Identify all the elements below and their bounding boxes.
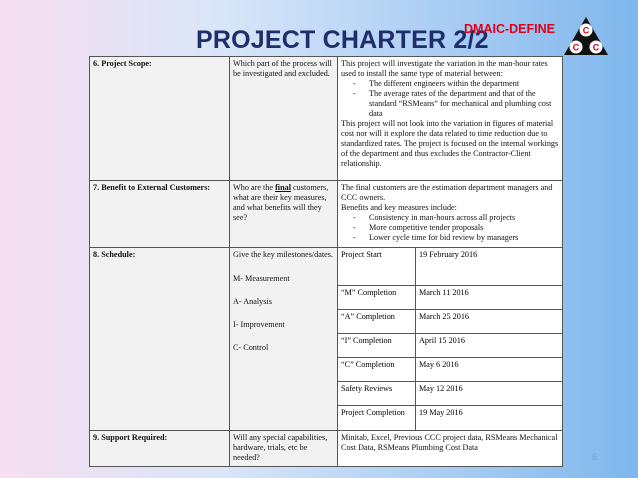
row-question xyxy=(230,248,338,430)
milestone-date: April 15 2016 xyxy=(419,336,465,345)
milestone-name: Project Completion xyxy=(338,406,416,431)
milestone-date: 19 May 2016 xyxy=(419,408,463,417)
schedule-row xyxy=(338,310,562,334)
answer-intro: The final customers are the estimation department managers and CCC owners. xyxy=(341,183,553,202)
row-label: 9. Support Required: xyxy=(90,431,230,466)
phase-item: A- Analysis xyxy=(233,297,272,306)
question-text: Give the key milestones/dates. xyxy=(233,250,334,259)
answer-list xyxy=(341,79,559,119)
row-label: 7. Benefit to External Customers: xyxy=(90,181,230,247)
list-item: - The average rates of the department and that of the standard “RSMeans” for mechanical and plumbing cost data xyxy=(341,89,559,119)
row-answer xyxy=(338,57,562,180)
row-question: Will any special capabilities, hardware, trials, etc be needed? xyxy=(230,431,338,466)
milestone-date: May 6 2016 xyxy=(419,360,459,369)
schedule-row xyxy=(338,286,562,310)
phase-item: I- Improvement xyxy=(233,320,285,329)
table-row xyxy=(90,431,562,466)
question-text: Who are the xyxy=(233,183,276,192)
logo-letter: C xyxy=(592,42,600,53)
answer-intro-2: Benefits and key measures include: xyxy=(341,203,457,212)
milestone-name: “C” Completion xyxy=(338,358,416,381)
milestone-date: March 25 2016 xyxy=(419,312,470,321)
schedule-row xyxy=(338,382,562,406)
answer-outro: This project will not look into the variation in figures of material cost nor will it explore the data related to time reduction due to standardized rates. The project is focused on the internal workings of the department and thus excludes the Contractor-Client relationship. xyxy=(341,119,559,168)
schedule-row xyxy=(338,358,562,382)
logo-letter: C xyxy=(572,42,580,53)
row-label: 8. Schedule: xyxy=(90,248,230,430)
phase-tag: DMAIC-DEFINE xyxy=(464,22,555,36)
schedule-row xyxy=(338,406,562,431)
schedule-row xyxy=(338,334,562,358)
logo-letter: C xyxy=(582,25,590,36)
table-row xyxy=(90,181,562,248)
milestone-name: Safety Reviews xyxy=(338,382,416,405)
milestone-date: 19 February 2016 xyxy=(419,250,478,259)
row-question xyxy=(230,181,338,247)
slide-title: PROJECT CHARTER 2/2 xyxy=(196,26,489,54)
schedule-row xyxy=(338,248,562,286)
milestone-name: “M” Completion xyxy=(338,286,416,309)
charter-table xyxy=(89,56,563,467)
schedule-table xyxy=(338,248,562,431)
phase-item: M- Measurement xyxy=(233,274,290,283)
answer-intro: This project will investigate the variation in the man-hour rates used to install the same type of material between: xyxy=(341,59,548,78)
milestone-name: “I” Completion xyxy=(338,334,416,357)
page-number: 6 xyxy=(592,452,598,462)
table-row xyxy=(90,57,562,181)
milestone-date: March 11 2016 xyxy=(419,288,469,297)
row-label: 6. Project Scope: xyxy=(90,57,230,180)
list-item: - Lower cycle time for bid review by managers xyxy=(341,233,559,243)
row-answer xyxy=(338,181,562,247)
answer-list xyxy=(341,213,559,243)
row-answer: Minitab, Excel, Previous CCC project data, RSMeans Mechanical Cost Data, RSMeans Plumbing Cost Data xyxy=(341,433,558,452)
question-emphasis: final xyxy=(275,183,291,192)
list-item: - The different engineers within the department xyxy=(341,79,559,89)
company-logo-icon xyxy=(563,16,609,56)
milestone-name: “A” Completion xyxy=(338,310,416,333)
phase-item: C- Control xyxy=(233,343,269,352)
list-item: - More competitive tender proposals xyxy=(341,223,559,233)
question-text: customers, what are their key measures, and what benefits will they see? xyxy=(233,183,329,222)
list-item: - Consistency in man-hours across all projects xyxy=(341,213,559,223)
milestone-date: May 12 2016 xyxy=(419,384,463,393)
table-row xyxy=(90,248,562,431)
row-question: Which part of the process will be investigated and excluded. xyxy=(230,57,338,180)
milestone-name: Project Start xyxy=(338,248,416,285)
